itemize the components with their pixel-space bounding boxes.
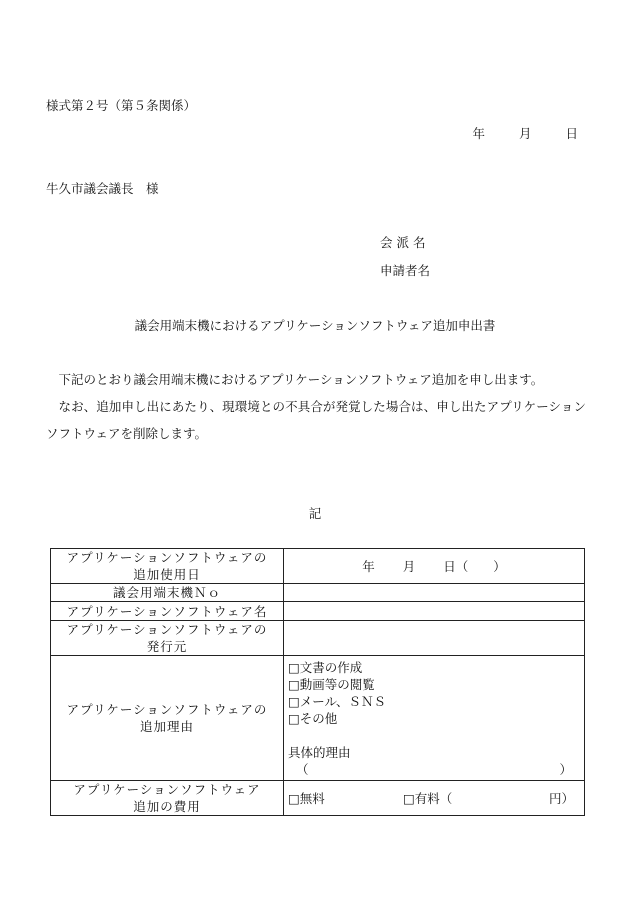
cost-field — [284, 781, 585, 816]
document-title: 議会用端末機におけるアプリケーションソフトウェア追加申出書 — [134, 318, 496, 333]
usage-date-label: アプリケーションソフトウェアの 追加使用日 — [51, 549, 284, 584]
date-line — [472, 124, 578, 142]
publisher-field[interactable] — [284, 621, 585, 656]
software-name-field[interactable] — [284, 602, 585, 621]
cost-label: アプリケーションソフトウェア 追加の費用 — [51, 781, 284, 816]
date-year: 年 — [472, 126, 485, 141]
application-table — [50, 548, 585, 816]
ki-heading: 記 — [308, 506, 322, 521]
table-row-publisher — [51, 621, 585, 656]
body-paragraph-2: なお、追加申し出にあたり、現環境との不具合が発覚した場合は、申し出たアプリケーションソフトウェアを削除します。 — [46, 399, 586, 441]
reason-option-video[interactable]: □動画等の閲覧 — [288, 676, 375, 692]
addressee: 牛久市議会議長 様 — [46, 181, 159, 196]
cost-option-free[interactable]: □無料 — [288, 790, 325, 806]
terminal-no-field[interactable] — [284, 584, 585, 602]
table-row-reason — [51, 656, 585, 781]
software-name-label: アプリケーションソフトウェア名 — [51, 602, 284, 621]
specific-reason-input[interactable]: （ ） — [296, 761, 572, 777]
table-row-software-name — [51, 602, 585, 621]
publisher-label: アプリケーションソフトウェアの 発行元 — [51, 621, 284, 656]
specific-reason-label: 具体的理由 — [288, 744, 351, 760]
body-paragraph-1: 下記のとおり議会用端末機におけるアプリケーションソフトウェア追加を申し出ます。 — [58, 372, 544, 387]
body-text — [46, 366, 586, 447]
faction-label: 会 派 名 — [380, 235, 426, 250]
table-row-terminal-no — [51, 584, 585, 602]
cost-option-paid[interactable]: □有料（ 円） — [403, 790, 574, 806]
usage-date-field[interactable]: 年 月 日（ ） — [284, 549, 585, 584]
spacer — [288, 727, 580, 744]
terminal-no-label: 議会用端末機Ｎｏ — [51, 584, 284, 602]
date-day: 日 — [565, 126, 578, 141]
form-number: 様式第２号（第５条関係） — [46, 98, 197, 113]
reason-option-other[interactable]: □その他 — [288, 710, 338, 726]
table-row-usage-date — [51, 549, 585, 584]
table-row-cost — [51, 781, 585, 816]
reason-label: アプリケーションソフトウェアの 追加理由 — [51, 656, 284, 781]
date-month: 月 — [518, 126, 532, 141]
applicant-label: 申請者名 — [380, 263, 431, 278]
reason-field — [284, 656, 585, 781]
reason-option-document[interactable]: □文書の作成 — [288, 659, 363, 675]
reason-option-mail-sns[interactable]: □メール、ＳＮＳ — [288, 693, 387, 709]
